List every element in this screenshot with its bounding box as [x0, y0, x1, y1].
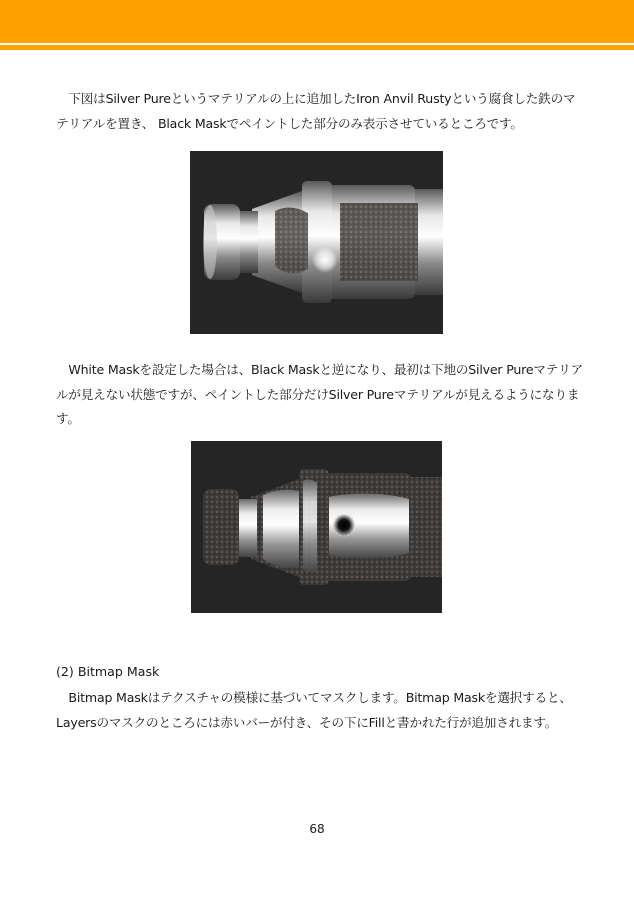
section-heading: (2) Bitmap Mask: [56, 664, 160, 679]
figure-black-mask-render: [190, 151, 443, 334]
header-divider: [0, 45, 634, 50]
header-bar: [0, 0, 634, 43]
rusty-cylinder-with-silver-paint-image: [191, 441, 442, 613]
paragraph-black-mask: 下図はSilver Pureというマテリアルの上に追加したIron Anvil Rustyという腐食した鉄のマテリアルを置き、 Black Maskでペイントした部分のみ表示させているところです。: [56, 91, 576, 131]
paragraph-white-mask: White Maskを設定した場合は、Black Maskと逆になり、最初は下地のSilver Pureマテリアルが見えない状態ですが、ペイントした部分だけSilver Pureマテリアルが見えるようになります。: [56, 362, 583, 426]
page-number: 68: [309, 822, 325, 836]
silver-cylinder-with-rusty-paint-image: [190, 151, 443, 334]
paragraph-bitmap-mask: Bitmap Maskはテクスチャの模様に基づいてマスクします。Bitmap Maskを選択すると、Layersのマスクのところには赤いバーが付き、その下にFillと書かれた行が追加されます。: [56, 690, 572, 730]
figure-white-mask-render: [191, 441, 442, 613]
